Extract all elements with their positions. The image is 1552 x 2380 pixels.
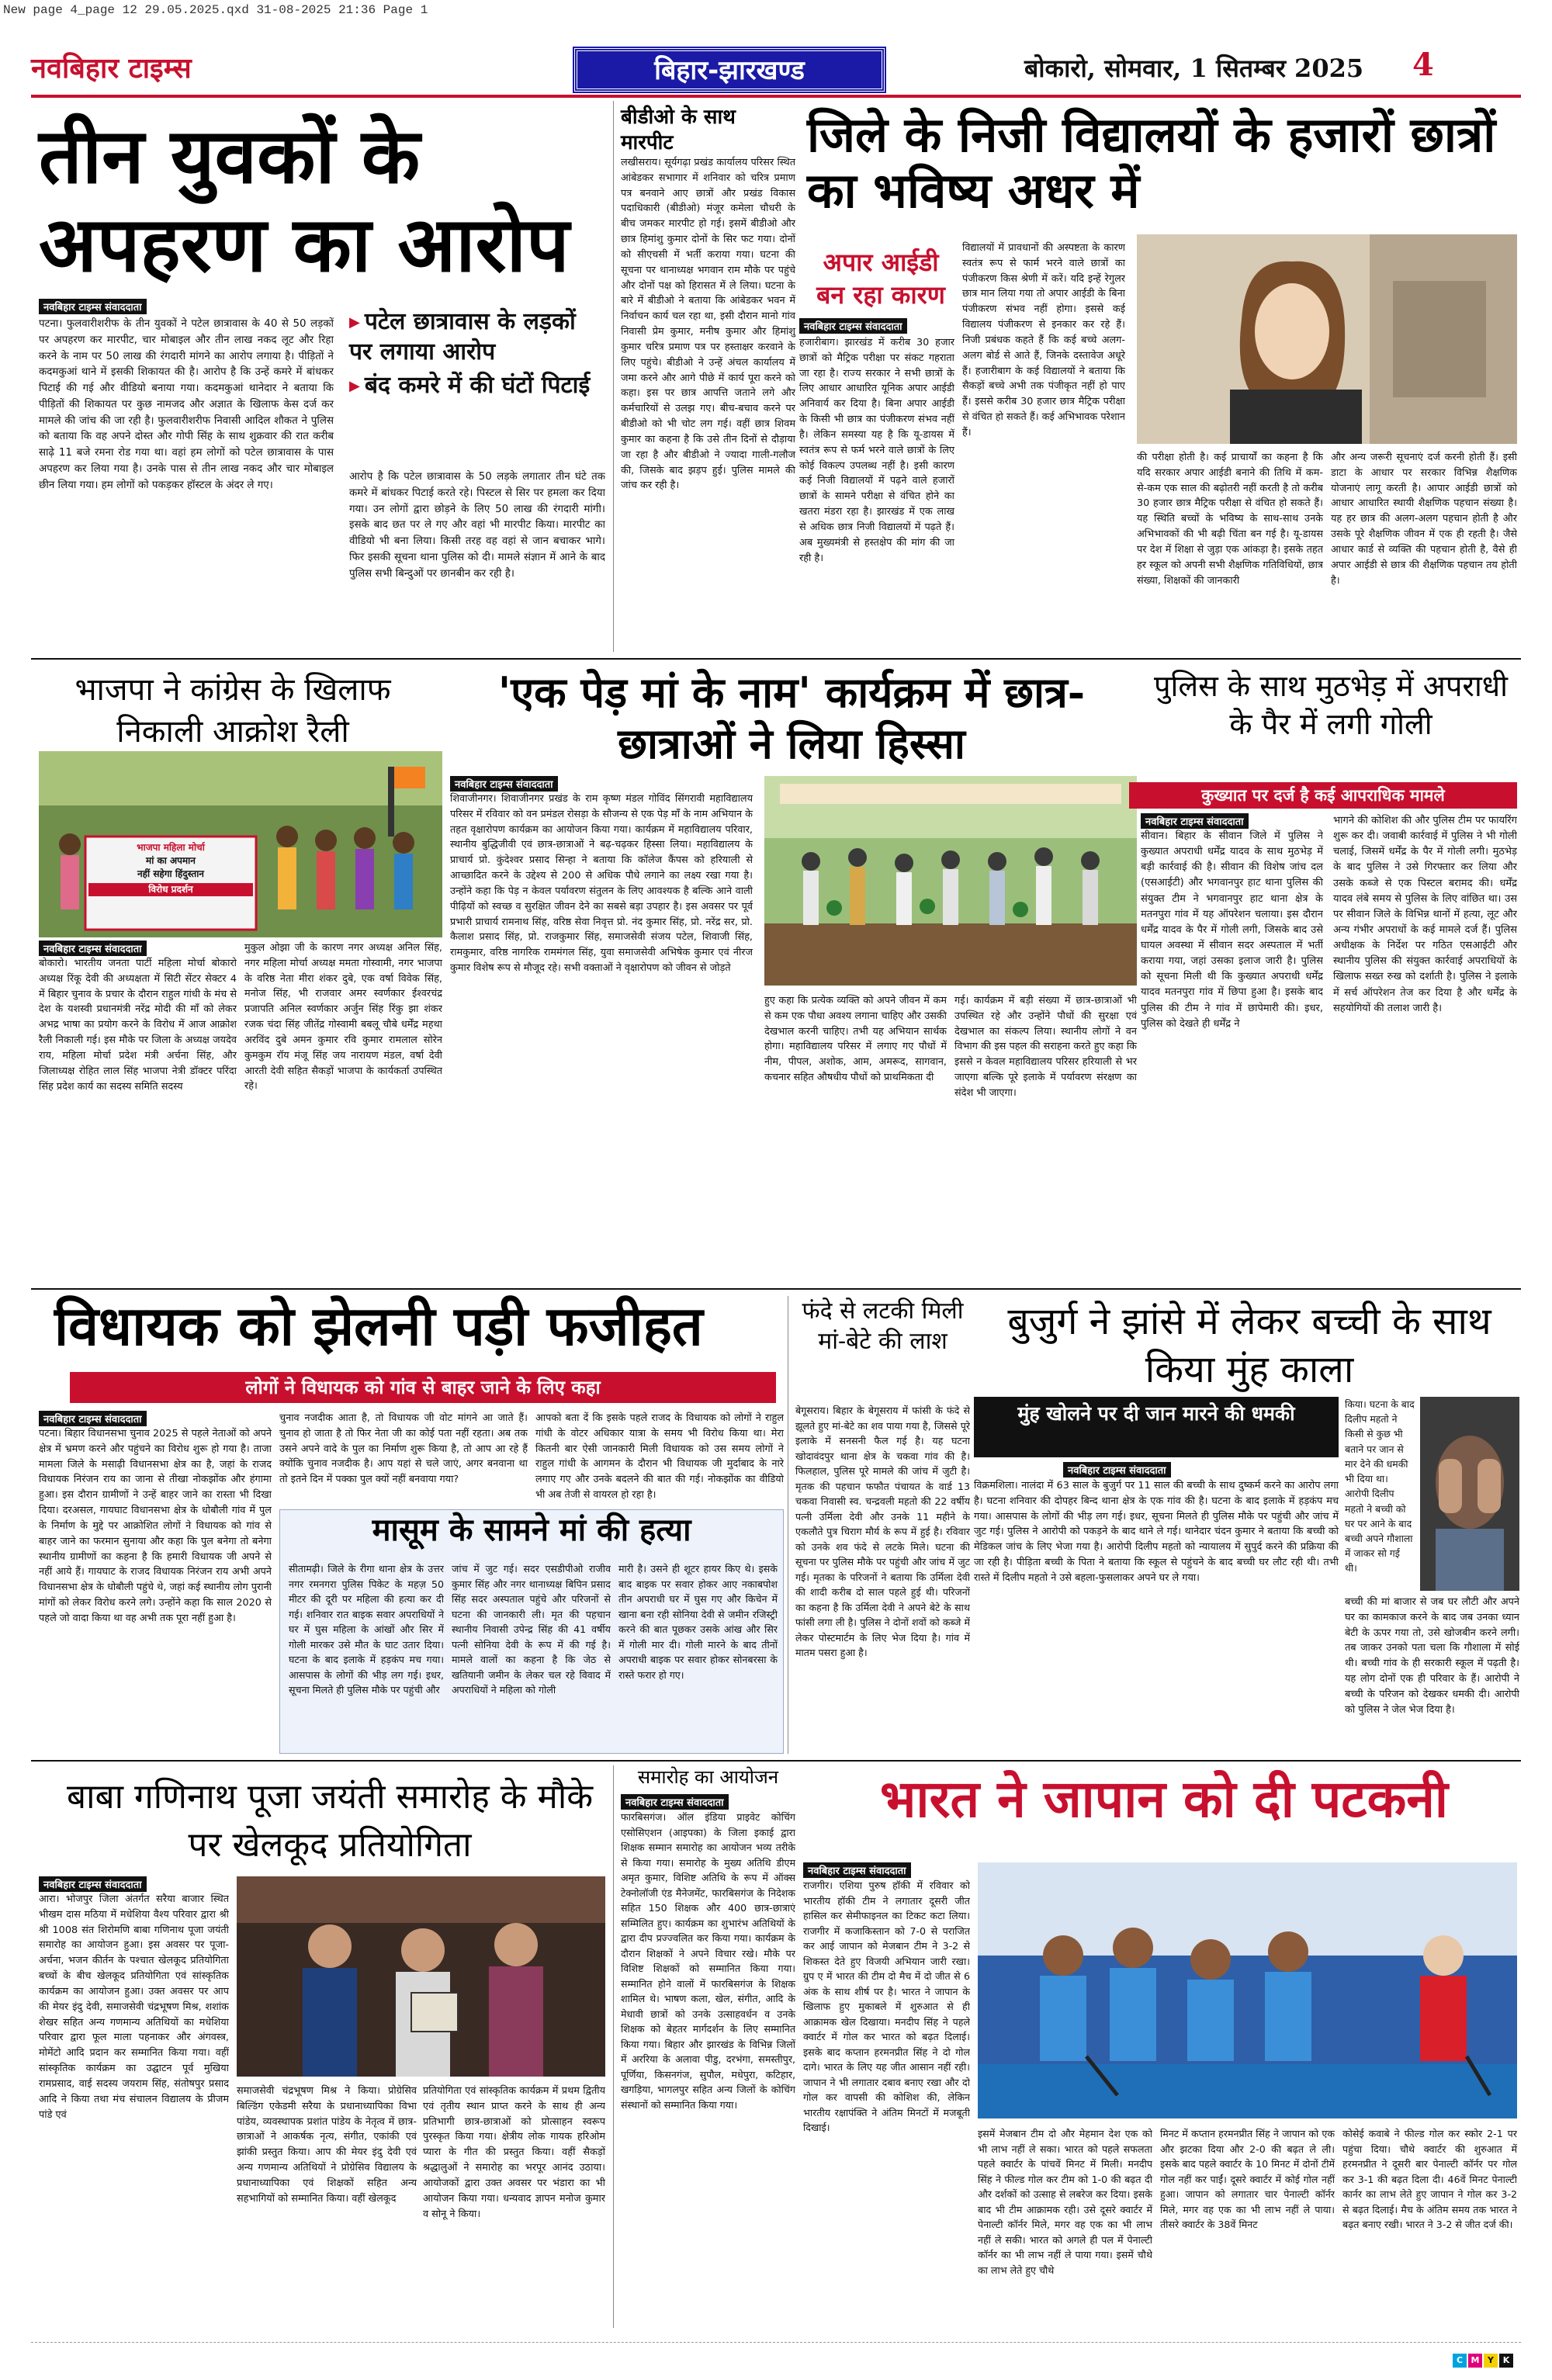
hockey-body-col3: मिनट में कप्तान हरमनप्रीत सिंह ने जापान को एक और झटका दिया और 2-0 की बढ़त ले ली। इसके बाद पहले क्वार्टर के 10 मिनट में दोनों टीमें गोल नहीं कर पाईं। दूसरे क्वार्टर में कोई गोल नहीं हुआ। जापान को लगातार चार पेनाल्टी कॉर्नर मिले, मगर वह एक का भी लाभ नहीं ले पाया। तीसरे क्वार्टर के 38वें मिनट bbox=[1160, 2128, 1335, 2231]
bjp-byline: नवबिहार टाइम्स संवाददाता bbox=[39, 941, 147, 956]
reg-mark-c: C bbox=[1453, 2354, 1467, 2368]
ceremony-byline: नवबिहार टाइम्स संवाददाता bbox=[621, 1794, 729, 1810]
bjp-body-col1: बोकारो। भारतीय जनता पार्टी महिला मोर्चा बोकारो अध्यक्ष रिंकू देवी की अध्यक्षता में सिटी सेंटर सेक्टर 4 में बिहार चुनाव के प्रचार के दौरान राहुल गांधी के मंच से देश के यशस्वी प्रधानमंत्री नरेंद्र मोदी की माँ को लेकर अभद्र भाषा का प्रयोग करने के विरोध में आज आक्रोश रैली निकाली गई। इस मौके पर जिला के अध्यक्ष जयदेव राय, महिला मोर्चा प्रदेश मंत्री अर्चना सिंह, और जिलाध्यक्ष रोहित लाल सिंह भाजपा नेत्री डॉक्टर परिंदा सिंह प्रदेश कार्य का सदस्य समिति सदस्य bbox=[39, 958, 237, 1093]
ceremony-headline: समारोह का आयोजन bbox=[637, 1766, 779, 1788]
mla-headline: विधायक को झेलनी पड़ी फजीहत bbox=[54, 1294, 703, 1358]
kidnap-headline: तीन युवकों के अपहरण का आरोप bbox=[39, 112, 570, 289]
bjp-banner-line1: भाजपा महिला मोर्चा bbox=[137, 842, 205, 853]
bjp-banner-line2: मां का अपमान bbox=[146, 854, 196, 866]
bjp-banner-line3: नहीं सहेगा हिंदुस्तान bbox=[137, 868, 204, 879]
dateline: बोकारो, सोमवार, 1 सितम्बर 2025 bbox=[1024, 54, 1364, 83]
oldman-body-main: विक्रमशिला। नालंदा में 63 साल के बुजुर्ग पर 11 साल की बच्ची के साथ दुष्कर्म करने का आरोप लगा है। घटना शनिवार की दोपहर बिन्द थाना क्षेत्र के एक गांव की है। घटना के बाद इलाके में हड़कंप मच गया। आसपास के लोगों की भीड़ लग गई। इधर, सूचना मिलते ही पुलिस मौके पर पहुंची और जांच में जुट गई। पुलिस ने आरोपी को पकड़ने के बाद थाने ले गई। थानेदार चंदन कुमार ने बताया कि बच्ची को मेडिकल जांच के लिए भेजा गया है। आरोपी दिलीप महतो को न्यायालय में सुपुर्द करने की प्रक्रिया की जा रही है। पीड़िता बच्ची के पिता ने बताया कि स्कूल से पहुंचने के बाद बच्ची घर लौट रही थी। तभी रास्ते में दिलीप महतो ने उसे बहला-फुसलाकर अपने घर ले गया। bbox=[974, 1480, 1339, 1584]
oldman-headline: बुजुर्ग ने झांसे में लेकर बच्ची के साथ किया मुंह काला bbox=[1007, 1300, 1491, 1392]
mla-body-col2: चुनाव नजदीक आता है, तो विधायक जी वोट मांगने आ जाते हैं। चुनाव हो जाता है तो फिर नेता जी का कोई पता नहीं रहता। अब तक उसने अपने वादे के पुल का निर्माण शुरू किया है, तो आप आ रहे हैं क्योंकि चुनाव नजदीक है। आप यहां से चले जाएं, अगर बनवाना था तो इतने दिन में पक्का पुल क्यों नहीं बनवाया गया? bbox=[279, 1412, 528, 1486]
baba-body-col3: प्रतियोगिता एवं सांस्कृतिक कार्यक्रम में प्रथम द्वितीय एवं तृतीय स्थान प्राप्त करने के साथ ही अन्य प्रतिभागी छात्र-छात्राओं को प्रोत्साहन स्वरूप पुरस्कृत किया गया। क्षेत्रीय लोक गायक हरिओम प्यारा के गीत की प्रस्तुत किया। वहीं सैकड़ों श्रद्धालुओं ने समारोह का भरपूर आनंद उठाया। आयोजकों द्वारा उक्त अवसर पर भंडारा का भी आयोजन किया गया। धन्यवाद ज्ञापन मनोज कुमार व सोनू ने किया। bbox=[423, 2085, 605, 2220]
tree-byline: नवबिहार टाइम्स संवाददाता bbox=[450, 776, 558, 792]
tree-body-col2: हुए कहा कि प्रत्येक व्यक्ति को अपने जीवन में कम से कम एक पौधा अवश्य लगाना चाहिए और उसकी देखभाल करनी चाहिए। तभी यह अभियान सार्थक होगा। महाविद्यालय परिसर में लगाए गए पौधों में नीम, पीपल, अशोक, आम, अमरूद, सागवान, कचनार सहित औषधीय पौधों को प्राथमिकता दी bbox=[764, 995, 947, 1084]
distressed-child-illustration bbox=[1420, 1397, 1519, 1591]
hockey-players-illustration bbox=[978, 1862, 1517, 2118]
student-illustration bbox=[1137, 234, 1517, 444]
baba-photo bbox=[237, 1876, 605, 2077]
section-divider-2 bbox=[31, 1288, 1521, 1290]
color-registration-marks bbox=[1451, 2351, 1513, 2368]
plantation-illustration bbox=[764, 776, 1137, 986]
hockey-headline: भारत ने जापान को दी पटकनी bbox=[880, 1769, 1448, 1829]
bjp-photo bbox=[39, 751, 442, 937]
schools-byline: नवबिहार टाइम्स संवाददाता bbox=[799, 318, 907, 334]
mla-byline: नवबिहार टाइम्स संवाददाता bbox=[39, 1411, 147, 1426]
bdo-body: लखीसराय। सूर्यगढ़ा प्रखंड कार्यालय परिसर स्थित आंबेडकर सभागार में शनिवार को चरित्र प्रमाण पत्र बनवाने आए छात्रों और प्रखंड विकास पदाधिकारी (बीडीओ) मंजूर कमेला चौधरी के बीच जमकर मारपीट हो गई। इसमें बीडीओ और छात्र हिमांशु कुमार दोनों के सिर फट गया। दोनों को सीएचसी में भर्ती कराया गया। घटना की सूचना पर थानाध्यक्ष भगवान राम मौके पर पहुंचे और दोनों पक्ष को हिरासत में ले लिया। घटना के बारे में बीडीओ ने बताया कि आंबेडकर भवन में निर्वाचन कार्य चल रहा था, इसी दौरान मानो गांव निवासी प्रेम कुमार, मनीष कुमार और हिमांशु कुमार चरित्र प्रमाण पत्र पर हस्ताक्षर करवाने के लिए पहुंचे। बीडीओ ने उन्हें अंचल कार्यालय में जमा करने और आगे पीछे में कार्य पूरा करने को कहा। इस पर छात्र आपत्ति जताने लगे और कर्मचारियों से उलझ गए। बीच-बचाव करने पर बीडीओ को भी चोट लग गई। वहीं छात्र शिवम कुमार का कहना है कि उसे तीन दिनों से दौड़ाया जा रहा है और बीडीओ ने ज्यादा गाली-गलौज की, जिसके बाद झड़प हुई। पुलिस मामले की जांच कर रही है। bbox=[621, 157, 795, 492]
oldman-byline-wrap bbox=[1063, 1462, 1171, 1480]
schools-photo bbox=[1137, 234, 1517, 444]
police-subhead: कुख्यात पर दर्ज है कई आपराधिक मामले bbox=[1129, 782, 1517, 809]
schools-body-col3: की परीक्षा होती है। कई प्राचार्यों का कहना है कि यदि सरकार अपार आईडी बनाने की तिथि में कम-से-कम एक साल की बढ़ोतरी नहीं करती है तो करीब 30 हजार छात्र मैट्रिक परीक्षा से वंचित हो सकते हैं। यह स्थिति बच्चों के भविष्य के साथ-साथ उनके अभिभावकों की भी बढ़ी चिंता बन गई है। यू-डायस पर देश में शिक्षा से जुड़ा एक आंकड़ा है। इसके तहत हर स्कूल को अपनी सभी शैक्षणिक गतिविधियों, छात्र संख्या, शिक्षकों की जानकारी bbox=[1137, 452, 1323, 587]
bdo-headline: बीडीओ के साथ मारपीट bbox=[621, 106, 736, 154]
hanging-body: बेगूसराय। बिहार के बेगूसराय में फांसी के फंदे से झूलते हुए मां-बेटे का शव पाया गया है, जिससे पूरे इलाके में सनसनी फैल गई है। यह घटना खोदावंदपुर थाना क्षेत्र के चकवा गांव की है। फिलहाल, पुलिस पूरे मामले की जांच में जुटी है। मृतक की पहचान फफौत पंचायत के वार्ड 13 चकवा निवासी स्व. चन्द्रवली महतो की 22 वर्षीय पत्नी उर्मिला देवी और उनके 11 महीने के एकलौते पुत्र चिराग मौर्य के रूप में हुई है। रविवार को उनके शव फंदे से लटके मिले। घटना की सूचना पर पुलिस मौके पर पहुंची और जांच में जुट गई। मृतका के परिजनों ने बताया कि उर्मिला देवी की शादी करीब दो साल पहले हुई थी। परिजनों का कहना है कि उर्मिला देवी ने अपने बेटे के साथ फांसी लगा ली है। पुलिस ने दोनों शवों को कब्जे में लेकर पोस्टमार्टम के लिए भेज दिया है। गांव में मातम पसरा हुआ है। bbox=[795, 1405, 970, 1659]
schools-body-col2: विद्यालयों में प्रावधानों की अस्पष्टता के कारण स्वतंत्र रूप से फार्म भरने वाले छात्रों का पंजीकरण किस श्रेणी में करें। यदि इन्हें रेगुलर छात्र मान लिया गया तो अपार आईडी के बिना पंजीकरण संभव नहीं होगा। इससे कई विद्यालय पंजीकरण से इनकार कर रहे हैं। निजी प्रबंधक कहते हैं कि कई बच्चे अलग-अलग बोर्ड से आते हैं, जिनके दस्तावेज अधूरे हैं। हजारीबाग के कई विद्यालयों ने बताया कि सैकड़ों बच्चे अभी तक पंजीकृत नहीं हो पाए हैं। इससे करीब 30 हजार छात्र मैट्रिक परीक्षा से वंचित हो सकते हैं। कई अभिभावक परेशान हैं। bbox=[962, 242, 1125, 438]
baba-body-col2: समाजसेवी चंद्रभूषण मिश्र ने किया। प्रोग्रेसिव बिल्डिंग एकेडमी सरैया के प्रधानाध्यापिका विभा पांडेय, व्यवस्थापक प्रशांत पांडेय के नेतृत्व में छात्र-छात्राओं ने आकर्षक नृत्य, संगीत, एकांकी एवं झांकी प्रस्तुत किया। आप की मेयर इंदु देवी एवं अन्य गणमान्य अतिथियों ने प्रोग्रेसिव विद्यालय के प्रधानाध्यापिका एवं शिक्षकों सहित अन्य सहभागियों को सम्मानित किया। वहीं खेलकूद bbox=[237, 2085, 417, 2205]
kidnap-kickers bbox=[349, 307, 605, 400]
kidnap-byline: नवबिहार टाइम्स संवाददाता bbox=[39, 299, 147, 314]
schools-headline: जिले के निजी विद्यालयों के हजारों छात्रों का भविष्य अधर में bbox=[807, 106, 1496, 219]
oldman-byline: नवबिहार टाइम्स संवाददाता bbox=[1063, 1462, 1171, 1478]
kidnap-body-col2: आरोप है कि पटेल छात्रावास के 50 लड़के लगातार तीन घंटे तक कमरे में बांधकर पिटाई करते रहे। पिस्टल से सिर पर हमला कर दिया गया। उन लोगों द्वारा छोड़ने के लिए 50 लाख की रंगदारी मांगी। इसके बाद छत पर ले गए और वहां भी मारपीट किया। मारपीट का वीडियो भी बना लिया। किसी तरह वह वहां से जान बचाकर भागे। फिर इसकी सूचना थाना पुलिस को दी। मामले संज्ञान में आने के बाद पुलिस सभी बिन्दुओं पर छानबीन कर रही है। bbox=[349, 471, 605, 580]
baba-byline: नवबिहार टाइम्स संवाददाता bbox=[39, 1876, 147, 1892]
mla-body-col3: आपको बता दें कि इसके पहले राजद के विधायक को लोगों ने राहुल गांधी के वोटर अधिकार यात्रा के समय भी विरोध किया था। मेरा कितनी बार ऐसी जानकारी मिली विधायक को उस समय लोगों ने राहुल गांधी के आगमन के दौरान भी विधायक जी मुर्दाबाद के नारे लगाए गए और उनके बदलने की बात की गई। नोकझोंक का वीडियो भी अब तेजी से वायरल हो रहा है। bbox=[535, 1412, 784, 1502]
police-body-col1: सीवान। बिहार के सीवान जिले में पुलिस ने कुख्यात अपराधी धर्मेंद्र यादव के साथ मुठभेड़ में बड़ी कार्रवाई की है। सीवान की विशेष जांच दल (एसआईटी) और भगवानपुर हाट थाना पुलिस की संयुक्त टीम ने भगवानपुर हाट थाना क्षेत्र के मतनपुरा गांव में यह ऑपरेशन चलाया। इस दौरान धर्मेंद्र यादव के पैर में गोली लगी, जिसके बाद उसे घायल अवस्था में सीवान सदर अस्पताल में भर्ती कराया गया, जहां उसका इलाज जारी है। पुलिस को सूचना मिली थी कि कुख्यात अपराधी धर्मेंद्र यादव मतनपुरा गांव में छिपा हुआ है। इसके बाद पुलिस की टीम ने गांव में छापेमारी की। इधर, पुलिस को देखते ही धर्मेंद्र ने bbox=[1141, 830, 1323, 1030]
murder-body-col2: जांच में जुट गई। सदर एसडीपीओ राजीव कुमार सिंह और नगर थानाध्यक्ष बिपिन प्रसाद सिंह सदर अस्पताल पहुंचे और परिजनों से घटना की जानकारी ली। मृत की पहचान स्थानीय निवासी उपेन्द्र सिंह की 41 वर्षीय पत्नी सोनिया देवी के रूप में की गई है। मामले वालों का कहना है कि जेठ से खतियानी जमीन के लेकर चल रहे विवाद में अपराधियों ने महिला को गोली bbox=[452, 1563, 611, 1696]
schools-body-col4: और अन्य जरूरी सूचनाएं दर्ज करनी होती हैं। इसी डाटा के आधार पर सरकार विभिन्न शैक्षणिक योजनाएं लागू करती है। आपार आईडी छात्रों को आधार आधारित स्थायी शैक्षणिक पहचान संख्या है। यह हर छात्र की अलग-अलग पहचान होती है और उसके पूरे शैक्षणिक जीवन में एक ही रहती है। जैसे आधार कार्ड से व्यक्ति की पहचान होती है, वैसे ही अपार आईडी से छात्र की शैक्षणिक पहचान तय होती है। bbox=[1331, 452, 1517, 587]
section-divider-3 bbox=[31, 1760, 1521, 1762]
page-number: 4 bbox=[1412, 47, 1434, 83]
schools-body-col1: हजारीबाग। झारखंड में करीब 30 हजार छात्रों को मैट्रिक परीक्षा पर संकट गहराता जा रहा है। राज्य सरकार ने सभी छात्रों के लिए आधार आधारित यूनिक अपार आईडी अनिवार्य कर दिया है। बिना अपार आईडी के किसी भी छात्र का पंजीकरण संभव नहीं है। लेकिन समस्या यह है कि यू-डायस में स्वतंत्र रूप से फर्म भरने वाले छात्रों के लिए कोई विकल्प उपलब्ध नहीं है। इसी कारण कई निजी विद्यालयों में पढ़ने वाले हजारों छात्रों के सामने परीक्षा से वंचित होने का खतरा मंडरा रहा है। झारखंड में एक लाख से अधिक छात्र निजी विद्यालयों में पढ़ते हैं। अब मुख्यमंत्री से हस्तक्षेप की मांग की जा रही है। bbox=[799, 337, 954, 564]
section-divider bbox=[31, 658, 1521, 660]
police-headline: पुलिस के साथ मुठभेड़ में अपराधी के पैर में लगी गोली bbox=[1153, 669, 1509, 742]
police-byline: नवबिहार टाइम्स संवाददाता bbox=[1141, 813, 1249, 829]
schools-kicker: अपार आईडी बन रहा कारण bbox=[816, 248, 945, 310]
schools-byline-wrap bbox=[799, 318, 907, 336]
oldman-body-col3: बच्ची की मां बाजार से जब घर लौटी और अपने घर का कामकाज करने के बाद जब उनका ध्यान बेटी के ऊपर गया तो, उसे खोजबीन करने लगी। तब जाकर उनको पता चला कि गौशाला में सोई थी। बच्ची गांव के ही सरकारी स्कूल में पढ़ती है। यह लोग दोनों एक ही परिवार के हैं। आरोपी ने बच्ची के परिजन को देखकर धमकी दी। आरोपी को पुलिस ने जेल भेज दिया है। bbox=[1345, 1596, 1519, 1716]
bjp-banner bbox=[88, 841, 253, 896]
footer-rule bbox=[31, 2342, 1521, 2350]
col-divider bbox=[613, 101, 614, 652]
oldman-body-side: किया। घटना के बाद दिलीप महतो ने किसी से कुछ भी बताने पर जान से मार देने की धमकी भी दिया था। आरोपी दिलीप महतो ने बच्ची को घर पर आने के बाद बच्ची अपने गौशाला में जाकर सो गई थी। bbox=[1345, 1398, 1415, 1575]
ceremony-body: फारबिसगंज। ऑल इंडिया प्राइवेट कोचिंग एसोसिएशन (आइपका) के जिला इकाई द्वारा शिक्षक सम्मान समारोह का आयोजन भव्य तरीके से किया गया। समारोह के मुख्य अतिथि डीएम अमृत कुमार, विशिष्ट अतिथि के रूप में ऑक्स टेक्नोलॉजी एंड मैनेजमेंट, फारबिसगंज के निदेशक सहित 150 शिक्षक और 400 छात्र-छात्राएं सम्मिलित हुए। कार्यक्रम का शुभारंभ अतिथियों के द्वारा दीप प्रज्ज्वलित कर किया गया। कार्यक्रम के दौरान शिक्षकों ने अपने विचार रखे। मौके पर विशिष्ट शिक्षकों को सम्मानित किया गया। सम्मानित होने वालों में फारबिसगंज के शिक्षक शामिल थे। भाषण कला, खेल, संगीत, आदि के मेधावी छात्रों को उनके उत्साहवर्धन व उनके शिक्षक को बेहतर मार्गदर्शन के लिए सम्मानित किया गया। बिहार और झारखंड के विभिन्न जिलों में अररिया के अलावा पीडु, दरभंगा, समस्तीपुर, पूर्णिया, किसनगंज, सुपौल, मधेपुरा, कटिहार, खगड़िया, भागलपुर सहित अन्य जिलों के कोचिंग संस्थानों को सम्मानित किया गया। bbox=[621, 1811, 795, 2111]
masthead-brand: नवबिहार टाइम्स bbox=[31, 52, 192, 85]
reg-mark-y: Y bbox=[1484, 2354, 1498, 2368]
mla-body-col1: पटना। बिहार विधानसभा चुनाव 2025 से पहले नेताओं को अपने क्षेत्र में भ्रमण करने और पहुंचने का विरोध शुरू हो गया है। ताजा मामला जिले के मसाढ़ी विधानसभा क्षेत्र का है, जहां के राजद विधायक निरंजन राय का जाना से तीखा नोकझोंक और हंगामा हुआ। इस दौरान ग्रामीणों ने उन्हें बाहर जाने का रास्ता भी दिखा दिया। दरअसल, गायघाट विधानसभा क्षेत्र के धोबौली गांव में पुल के निर्माण के मुद्दे पर आक्रोशित लोगों ने विधायक को गांव से बाहर जाने का फरमान सुनाया और कहा कि पुल बनेगा तो बनेगा स्थानीय ग्रामीणों का कहना है कि हमारी विधायक जी अपने से नहीं आये हैं। गायघाट के राजद विधायक निरंजन राय अभी अपने विधानसभा क्षेत्र के धोबौली पहुंचे थे, जहां कई स्थानीय लोग पुरानी मांगों को लेकर विरोध करने लगे। उन्होंने कहा कि साल 2020 से पहले जो वादा किया था वह अभी तक पूरा नहीं हुआ है। bbox=[39, 1428, 272, 1624]
kidnap-kicker-2: ▶ बंद कमरे में की घंटों पिटाई bbox=[349, 370, 605, 400]
baba-body-col1: आरा। भोजपुर जिला अंतर्गत सरैया बाजार स्थित भीखम दास मठिया में मधेशिया वैश्य परिवार द्वारा श्री श्री 1008 संत शिरोमणि बाबा गणिनाथ पूजा जयंती समारोह का आयोजन हुआ। इस अवसर पर पूजा-अर्चना, भजन कीर्तन के पश्चात खेलकूद प्रतियोगिता बच्चों के बीच खेलकूद प्रतियोगिता एवं सांस्कृतिक कार्यक्रम का आयोजन हुआ। उक्त अवसर पर आप की मेयर इंदु देवी, समाजसेवी चंद्रभूषण मिश्र, शशांक शेखर सहित अन्य गणमान्य अतिथियों का मधेशिया परिवार द्वारा फूल माला पहनाकर और अंगवस्त्र, मोमेंटो आदि प्रदान कर सम्मानित किया गया। वहीं सांस्कृतिक कार्यक्रम का उद्घाटन पूर्व मुखिया रामप्रसाद, वाई सदस्य जयराम सिंह, संतोषपुर प्रसाद आदि ने किया तथा मंच संचालन विद्यालय के प्रीजम पांडे एवं bbox=[39, 1893, 229, 2121]
oldman-kicker: मुंह खोलने पर दी जान मारने की धमकी bbox=[974, 1397, 1339, 1457]
kidnap-kicker-1: ▶ पटेल छात्रावास के लड़कों पर लगाया आरोप bbox=[349, 307, 605, 367]
reg-mark-k: K bbox=[1499, 2354, 1513, 2368]
hockey-photo bbox=[978, 1862, 1517, 2118]
reg-mark-m: M bbox=[1468, 2354, 1482, 2368]
section-tag: बिहार-झारखण्ड bbox=[574, 48, 885, 92]
kidnap-body-col1: पटना। फुलवारीशरीफ के तीन युवकों ने पटेल छात्रावास के 40 से 50 लड़कों पर अपहरण कर मारपीट, चार मोबाइल और तीन लाख नकद लूट और रिहा करने के नाम पर 50 लाख की रंगदारी मांगने का आरोप लगाया है। पीड़ितों ने कदमकुआं थाने में इसकी शिकायत की है। आरोप है कि उन्हें कमरे में बांधकर पिटाई की गई और वीडियो बनाया गया। कदमकुआं थानेदार ने बताया कि पीड़ितों की शिकायत पर कुछ नामजद और अज्ञात के खिलाफ केस दर्ज कर मामले की जांच की जा रही है। फुलवारीशरीफ निवासी आदिल शौकत ने पुलिस को बताया कि वह अपने दोस्त और गोपी सिंह के साथ शुक्रवार की रात करीब साढ़े 11 बजे रमना रोड गया था। वहां हम लोगों को पटेल छात्रावास के पास अपहरण कर लिया गया है। उनके पास से तीन लाख नकद और चार मोबाइल छीन लिया गया। हम लोगों को पकड़कर हॉस्टल के अंदर ले गए। bbox=[39, 318, 334, 491]
police-body-col2: भागने की कोशिश की और पुलिस टीम पर फायरिंग शुरू कर दी। जवाबी कार्रवाई में पुलिस ने भी गोली चलाई, जिसमें धर्मेंद्र के पैर में गोली लगी। मुठभेड़ के बाद पुलिस ने उसे गिरफ्तार कर लिया और उसके कब्जे से एक पिस्टल बरामद की। धर्मेंद्र यादव लंबे समय से पुलिस के लिए वांछित था। उस पर सीवान जिले के विभिन्न थानों में हत्या, लूट और अन्य गंभीर अपराधों के कई मामले दर्ज हैं। पुलिस अधीक्षक के निर्देश पर गठित एसआईटी और स्थानीय पुलिस की संयुक्त कार्रवाई अपराधियों के खिलाफ सख्त रुख को दर्शाती है। पुलिस ने इलाके में सर्च ऑपरेशन तेज कर दिया है और धर्मेंद्र के सहयोगियों की तलाश जारी है। bbox=[1333, 815, 1517, 1014]
mla-subhead: लोगों ने विधायक को गांव से बाहर जाने के लिए कहा bbox=[70, 1372, 776, 1403]
print-slug: New page 4_page 12 29.05.2025.qxd 31-08-2025 21:36 Page 1 bbox=[3, 3, 428, 17]
oldman-photo bbox=[1420, 1397, 1519, 1591]
bjp-banner-line4: विरोध प्रदर्शन bbox=[88, 883, 253, 896]
murder-body-col3: मारी है। उसने ही शूटर हायर किए थे। इसके बाद बाइक पर सवार होकर आए नकाबपोश तीन अपराधी घर में घुस गए और किचेन में खाना बना रही सोनिया देवी से जमीन रजिस्ट्री करने की बात पूछकर उसके आंख और सिर में गोली मार दी। गोली मारने के बाद तीनों अपराधी बाइक पर सवार होकर सोनबरसा के रास्ते फरार हो गए। bbox=[618, 1563, 778, 1681]
masthead-rule bbox=[31, 95, 1521, 98]
murder-headline: मासूम के सामने मां की हत्या bbox=[372, 1512, 691, 1548]
tree-photo bbox=[764, 776, 1137, 986]
tree-body-col1: शिवाजीनगर। शिवाजीनगर प्रखंड के राम कृष्ण मंडल गोविंद सिंगरावी महाविद्यालय परिसर में रविवार को वन प्रमंडल रोसड़ा के सौजन्य से एक पेड़ माँ के नाम अभियान के तहत वृक्षारोपण कार्यक्रम का आयोजन किया गया। कार्यक्रम में महाविद्यालय परिवार, स्थानीय बुद्धिजीवी एवं छात्र-छात्राओं ने बढ़-चढ़कर हिस्सा लिया। महाविद्यालय के प्राचार्य प्रो. कुंदेश्वर प्रसाद सिन्हा ने बताया कि कॉलेज कैंपस को हरियाली से आच्छादित करने के उद्देश्य से 200 से अधिक पौधे लगाने का लक्ष्य रखा गया है। उन्होंने कहा कि पेड़ न केवल पर्यावरण संतुलन के लिए आवश्यक है बल्कि आने वाली पीढ़ियों को स्वच्छ व सुरक्षित जीवन देने का सबसे बड़ा उपहार है। इस अवसर पर पूर्व प्रभारी प्राचार्य रामनाथ सिंह, वरिष्ठ सेवा निवृत्त प्रो. नंद कुमार सिंह, प्रो. नरेंद्र सर, प्रो. कैलाश प्रसाद सिंह, प्रो. राजकुमार सिंह, समाजसेवी संजय पटेल, शिवाजी सिंह, रामकुमार, वरिष्ठ नागरिक राममंगल सिंह, युवा समाजसेवी अभिषेक कुमार एवं नीरज कुमार विशेष रूप से मौजूद रहे। सभी वक्ताओं ने वृक्षारोपण को जीवन से जोड़ते bbox=[450, 793, 753, 975]
hockey-body-col2: इसमें मेजबान टीम दो और मेहमान देश एक को भी लाभ नहीं ले सका। भारत को पहले सफलता पहले क्वार्टर के पांचवें मिनट में मिली। मनदीप सिंह ने फील्ड गोल कर टीम को 1-0 की बढ़त दी और दर्शकों को उत्साह से लबरेज कर दिया। इसके बाद भी टीम आक्रामक रही। उसे दूसरे क्वार्टर में पेनाल्टी कॉर्नर मिले, मगर वह एक का भी लाभ नहीं ले सकी। भारत को अगले ही पल में पेनाल्टी कॉर्नर का भी लाभ नहीं ले पाया गया। इसमें चौथे का लाभ लेते हुए चौथे bbox=[978, 2128, 1152, 2276]
tree-body-col3: गई। कार्यक्रम में बड़ी संख्या में छात्र-छात्राओं भी उपस्थित रहे और उन्होंने पौधों की सुरक्षा एवं देखभाल का संकल्प लिया। स्थानीय लोगों ने वन विभाग की इस पहल की सराहना करते हुए कहा कि इससे न केवल महाविद्यालय परिसर हरियाली से भर जाएगा बल्कि पूरे इलाके में पर्यावरण संरक्षण का संदेश भी जाएगा। bbox=[954, 995, 1137, 1099]
baba-headline: बाबा गणिनाथ पूजा जयंती समारोह के मौके पर खेलकूद प्रतियोगिता bbox=[66, 1777, 594, 1866]
bjp-body-col2: मुकुल ओझा जी के कारण नगर अध्यक्ष अनिल सिंह, नगर महिला मोर्चा अध्यक्ष ममता गोस्वामी, नगर भाजपा के वरिष्ठ नेता मीरा शंकर दुबे, एक वर्षा विवेक सिंह, मनोज सिंह, भी राजवार अमर स्वर्णकार ईश्वरचंद्र प्रजापति अनिल स्वर्णकार अर्जुन सिंह रिंकु झा शंकर रजक चंदा सिंह जीतेंद्र गोस्वामी बबलू चौबे धर्मेंद्र महथा अरविंद दुबे अमन कुमार रवि कुमार रामलाल सोरेन कुमकुम रॉय मंजू सिंह जय नारायण मंडल, वर्षा देवी आरती देवी सहित सैकड़ों भाजपा के कार्यकर्ता उपस्थित रहे। bbox=[244, 942, 442, 1093]
award-illustration bbox=[237, 1876, 605, 2077]
hockey-byline: नवबिहार टाइम्स संवाददाता bbox=[803, 1862, 911, 1878]
hanging-headline: फंदे से लटकी मिली मां-बेटे की लाश bbox=[802, 1297, 964, 1355]
tree-headline: 'एक पेड़ मां के नाम' कार्यक्रम में छात्र-छात्राओं ने लिया हिस्सा bbox=[497, 667, 1086, 768]
hockey-body-col1: राजगीर। एशिया पुरुष हॉकी में रविवार को भारतीय हॉकी टीम ने लगातार दूसरी जीत हासिल कर सेमीफाइनल का टिकट कटा लिया। राजगीर में कजाकिस्तान को 7-0 से पराजित कर आई जापान को मेजबान टीम ने 3-2 से शिकस्त देते हुए विजयी अभियान जारी रखा। ग्रुप ए में भारत की टीम दो मैच में दो जीत से 6 अंक के साथ शीर्ष पर है। भारत ने जापान के खिलाफ हुए मुकाबले में शुरुआत से ही आक्रामक खेल दिखाया। मनदीप सिंह ने पहले क्वार्टर में गोल कर भारत को बढ़त दिलाई। इसके बाद कप्तान हरमनप्रीत सिंह ने दो गोल दागे। भारत के लिए यह जीत आसान नहीं रही। जापान ने भी लगातार दबाव बनाए रखा और दो गोल कर वापसी की कोशिश की, लेकिन भारतीय रक्षापंक्ति ने अंतिम मिनटों में मजबूती दिखाई। bbox=[803, 1879, 970, 2134]
col-divider-3 bbox=[613, 1765, 614, 2328]
murder-body-col1: सीतामढ़ी। जिले के रीगा थाना क्षेत्र के उत्तर नगर रमनगरा पुलिस पिकेट के महज़ 50 मीटर की दूरी पर महिला की हत्या कर दी गई। शनिवार रात बाइक सवार अपराधियों ने घर में घुस महिला के आंखों और सिर में गोली मारकर उसे मौत के घाट उतार दिया। घटना के बाद इलाके में हड़कंप मच गया। आसपास के लोगों की भीड़ लग गई। इधर, सूचना मिलते ही पुलिस मौके पर पहुंची और bbox=[289, 1563, 444, 1696]
hockey-body-col4: कोसेई कवाबे ने फील्ड गोल कर स्कोर 2-1 पर पहुंचा दिया। चौथे क्वार्टर की शुरुआत में हरमनप्रीत ने दूसरी बार पेनाल्टी कॉर्नर पर गोल कर 3-1 की बढ़त दिला दी। 46वें मिनट पेनाल्टी कार्नर का लाभ लेते हुए जापान ने गोल कर 3-2 से बढ़त दिलाई। मैच के अंतिम समय तक भारत ने बढ़त बनाए रखी। भारत ने 3-2 से जीत दर्ज की। bbox=[1342, 2128, 1517, 2231]
bjp-headline: भाजपा ने कांग्रेस के खिलाफ निकाली आक्रोश रैली bbox=[74, 672, 391, 750]
